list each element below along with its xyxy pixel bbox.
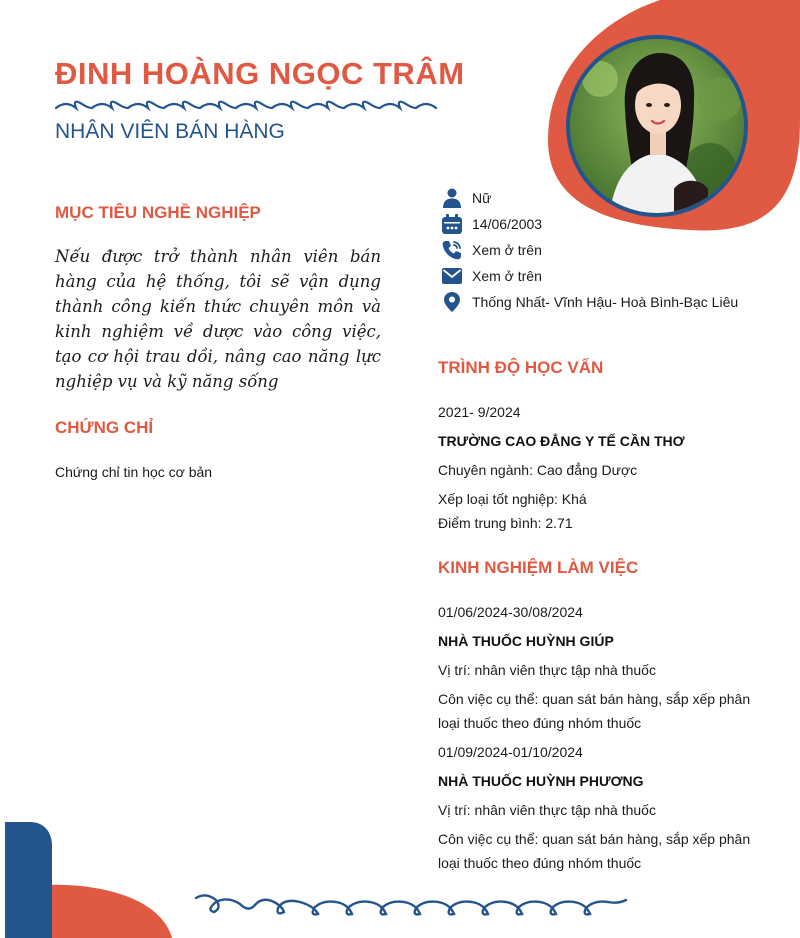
- objective-text: Nếu được trở thành nhân viên bán hàng của hệ thống, tôi sẽ vận dụng thành công kiến thức chuyên môn và kinh nghiệm về dược vào công việc, tạo cơ hội trau dồi, nâng cao năng lực nghiệp vụ và kỹ năng sống: [55, 247, 381, 391]
- job-title: NHÂN VIÊN BÁN HÀNG: [55, 120, 285, 143]
- education-school: TRƯỜNG CAO ĐẲNG Y TẾ CẦN THƠ: [438, 433, 685, 449]
- contact-address: [440, 289, 738, 315]
- certificates-heading: CHỨNG CHỈ: [55, 418, 154, 437]
- certificate-item: Chứng chỉ tin học cơ bản: [55, 464, 213, 480]
- education-period: 2021- 9/2024: [438, 404, 521, 420]
- job-period: 01/06/2024-30/08/2024: [438, 604, 583, 620]
- person-icon: [440, 186, 464, 210]
- phone-icon: [440, 238, 464, 262]
- objective-heading: MỤC TIÊU NGHỀ NGHIỆP: [55, 203, 261, 222]
- education-heading: TRÌNH ĐỘ HỌC VẤN: [438, 358, 604, 377]
- education-rank: Xếp loại tốt nghiệp: Khá: [438, 491, 587, 507]
- job-position: Vị trí: nhân viên thực tập nhà thuốc: [438, 802, 656, 818]
- education-gpa: Điểm trung bình: 2.71: [438, 515, 573, 531]
- profile-photo: [566, 35, 748, 217]
- job-duties: Côn việc cụ thể: quan sát bán hàng, sắp xếp phân loại thuốc theo đúng nhóm thuốc: [438, 831, 751, 871]
- portrait-illustration: [570, 39, 744, 213]
- birthday-text: 14/06/2003: [472, 216, 543, 232]
- education-major: Chuyên ngành: Cao đẳng Dược: [438, 462, 638, 478]
- experience-heading: KINH NGHIỆM LÀM VIỆC: [438, 558, 639, 577]
- contact-gender: [440, 185, 491, 211]
- address-text: Thống Nhất- Vĩnh Hậu- Hoà Bình-Bạc Liêu: [472, 294, 739, 310]
- phone-text: Xem ở trên: [472, 242, 542, 258]
- job-position: Vị trí: nhân viên thực tập nhà thuốc: [438, 662, 656, 678]
- job-company: NHÀ THUỐC HUỲNH GIÚP: [438, 633, 614, 649]
- calendar-icon: [440, 212, 464, 236]
- contact-phone: [440, 237, 542, 263]
- contact-email: [440, 263, 542, 289]
- email-text: Xem ở trên: [472, 268, 542, 284]
- coral-half-circle-shape: [30, 885, 172, 938]
- mail-icon: [440, 264, 464, 288]
- job-company: NHÀ THUỐC HUỲNH PHƯƠNG: [438, 773, 644, 789]
- location-pin-icon: [440, 290, 464, 314]
- job-duties: Côn việc cụ thể: quan sát bán hàng, sắp xếp phân loại thuốc theo đúng nhóm thuốc: [438, 691, 751, 731]
- blue-bar-shape: [5, 822, 52, 938]
- contact-birthday: [440, 211, 542, 237]
- candidate-name: ĐINH HOÀNG NGỌC TRÂM: [55, 56, 465, 91]
- gender-text: Nữ: [472, 190, 492, 206]
- job-period: 01/09/2024-01/10/2024: [438, 744, 583, 760]
- squiggle-line-bottom: [196, 895, 626, 914]
- squiggle-line-top: [56, 102, 436, 108]
